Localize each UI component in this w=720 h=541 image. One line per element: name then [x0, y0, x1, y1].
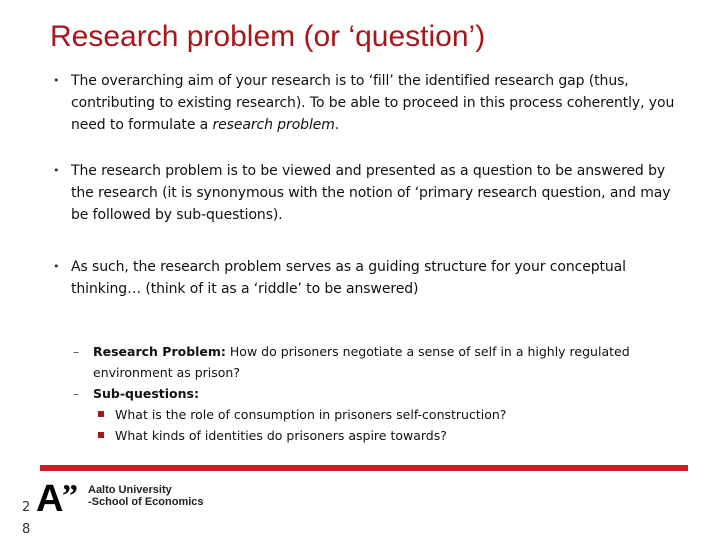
- bullet-text: The overarching aim of your research is to ‘fill’ the identified research gap (thus, contributing to existing research). To be able to proceed in this process coherently, you need to formulate a: [71, 73, 675, 133]
- example-block: [73, 341, 673, 446]
- research-problem-label: Research Problem:: [93, 344, 226, 359]
- sub-question-text: What is the role of consumption in prisoners self-construction?: [115, 407, 507, 422]
- bullet-marker: •: [53, 260, 60, 273]
- sub-question-item: [73, 425, 673, 446]
- aalto-logo-text: [88, 484, 204, 508]
- page-number-line2: 8: [22, 522, 31, 537]
- footer-rule: [40, 465, 688, 471]
- dash-marker: –: [73, 386, 80, 401]
- university-name: Aalto University: [88, 484, 172, 496]
- bullet-marker: •: [53, 74, 60, 87]
- research-problem-item: [73, 341, 673, 383]
- research-problem-text: How do prisoners negotiate a sense of self in a highly regulated environment as prison?: [93, 344, 630, 380]
- sub-questions-item: [73, 383, 673, 404]
- sub-question-item: [73, 404, 673, 425]
- square-bullet-icon: [98, 411, 104, 417]
- bullet-marker: •: [53, 164, 60, 177]
- slide-title: Research problem (or ‘question’): [50, 20, 486, 53]
- sub-question-text: What kinds of identities do prisoners aspire towards?: [115, 428, 447, 443]
- school-name: [88, 496, 204, 508]
- aalto-logo-letter: A: [36, 478, 64, 520]
- logo-dash: -: [88, 496, 92, 508]
- page-number-line1: 2: [22, 500, 31, 515]
- page-number: [22, 497, 30, 541]
- bullet-text: As such, the research problem serves as a guiding structure for your conceptual thinking… (think of it as a ‘riddle’ to be answered): [71, 259, 626, 297]
- bullet-list: [53, 70, 683, 300]
- bullet-item-aim: [53, 70, 683, 136]
- sub-questions-label: Sub-questions:: [93, 386, 199, 401]
- bullet-text: The research problem is to be viewed and presented as a question to be answered by the research (it is synonymous with the notion of ‘primary research question, and may be followed by sub-questions).: [71, 163, 671, 223]
- bullet-emphasis: research problem: [212, 117, 335, 133]
- bullet-end: .: [334, 117, 340, 133]
- aalto-logo-quote: ”: [62, 477, 78, 513]
- dash-marker: –: [73, 344, 80, 359]
- bullet-item-question: [53, 160, 683, 226]
- school-name-text: School of Economics: [91, 496, 204, 508]
- square-bullet-icon: [98, 432, 104, 438]
- bullet-item-structure: [53, 256, 683, 300]
